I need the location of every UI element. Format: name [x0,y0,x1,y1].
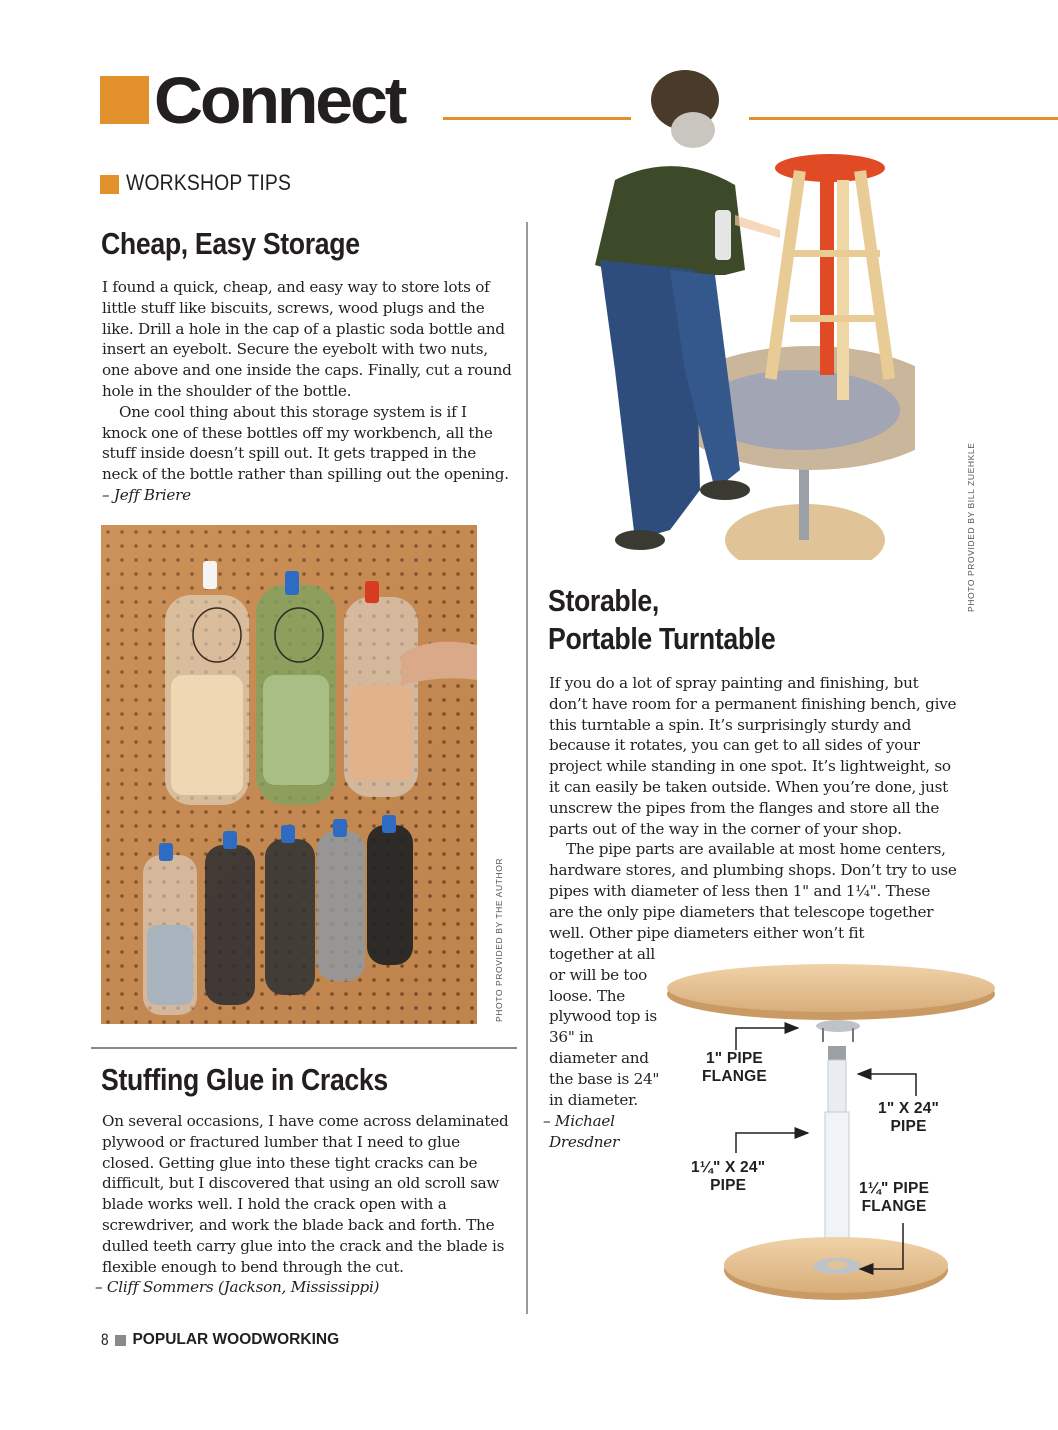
lower-pipe [825,1112,849,1242]
article-paragraph: One cool thing about this storage system is if I knock one of these bottles off my workbench, all the stuff inside doesn’t spill out. It gets trapped in the neck of the bottle rather than spilling out the opening. – Jeff Briere [102,402,509,504]
publication-name: POPULAR WOODWORKING [132,1331,340,1348]
plywood-top [667,964,995,1012]
article-title-storage: Cheap, Easy Storage [101,226,360,261]
article-byline: – Jeff Briere [102,485,191,504]
subsection-accent-square [100,175,119,194]
subsection-label: WORKSHOP TIPS [126,170,292,195]
man-spray-painting-image [575,70,915,560]
article-title-glue: Stuffing Glue in Cracks [101,1062,388,1097]
diagram-label-lower-pipe: 1¼" X 24" PIPE [691,1159,766,1194]
photo-credit-turntable: PHOTO PROVIDED BY BILL ZUEHKLE [966,442,976,612]
article-paragraph: On several occasions, I have come across delaminated plywood or fractured lumber that I need to glue closed. Getting glue into these tight cracks can be difficult, but I discovered that using an old scroll saw blade works well. I hold the crack open with a screwdriver, and work the blade back and forth. The dulled teeth carry glue into the crack and the blade is flexible enough to bend through the cut. [102,1112,509,1276]
pegboard-bottles-image [101,525,477,1024]
article-title-line: Portable Turntable [548,621,776,656]
exploded-turntable-illustration [660,960,1020,1305]
article-title-line: Storable, [548,583,659,618]
article-byline: – Cliff Sommers (Jackson, Mississippi) [95,1278,380,1296]
article-paragraph: The pipe parts are available at most home centers, hardware stores, and plumbing shops. Don’t try to use pipes with diameter of less then 1" and 1¼". These are the only pipe diameters that telescope together well. Other pipe diameters either won’t fit [549,840,957,942]
article-body-turntable-narrow [549,944,664,1110]
article-byline: – Michael Dresdner [543,1112,619,1151]
diagram-label-bottom-flange: 1¼" PIPE FLANGE [859,1180,930,1215]
article-body-storage [102,277,512,506]
turntable-diagram [660,960,1020,1305]
article-body-turntable [549,673,959,943]
article-body-glue [102,1111,514,1277]
article-paragraph: together at all or will be too loose. The plywood top is 36" in diameter and the base is 24" in diameter. [549,945,660,1109]
section-title: Connect [154,63,405,137]
upper-pipe [828,1060,846,1112]
diagram-label-top-flange: 1" PIPE FLANGE [702,1050,767,1085]
turntable-photo [575,70,915,560]
article-title-turntable [548,582,775,658]
article-paragraph: If you do a lot of spray painting and finishing, but don’t have room for a permanent finishing bench, give this turntable a spin. It’s surprisingly sturdy and because it rotates, you can get to all sides of your project while standing in one spot. It’s lightweight, so it can easily be taken outside. When you’re done, just unscrew the pipes from the flanges and store all the parts out of the way in the corner of your shop. [549,674,957,838]
page-footer [100,1330,339,1350]
column-divider [526,222,528,1314]
diagram-label-upper-pipe: 1" X 24" PIPE [878,1100,940,1135]
page-number: 8 [100,1330,109,1349]
footer-square-icon [115,1335,126,1346]
article-paragraph: I found a quick, cheap, and easy way to store lots of little stuff like biscuits, screws, wood plugs and the like. Drill a hole in the cap of a plastic soda bottle and insert an eyebolt. Secure the eyebolt with two nuts, one above and one inside the caps. Finally, cut a round hole in the shoulder of the bottle. [102,278,512,400]
article-divider [91,1047,517,1049]
section-accent-square [100,76,149,124]
photo-credit-storage: PHOTO PROVIDED BY THE AUTHOR [494,857,504,1022]
storage-photo [101,525,477,1024]
